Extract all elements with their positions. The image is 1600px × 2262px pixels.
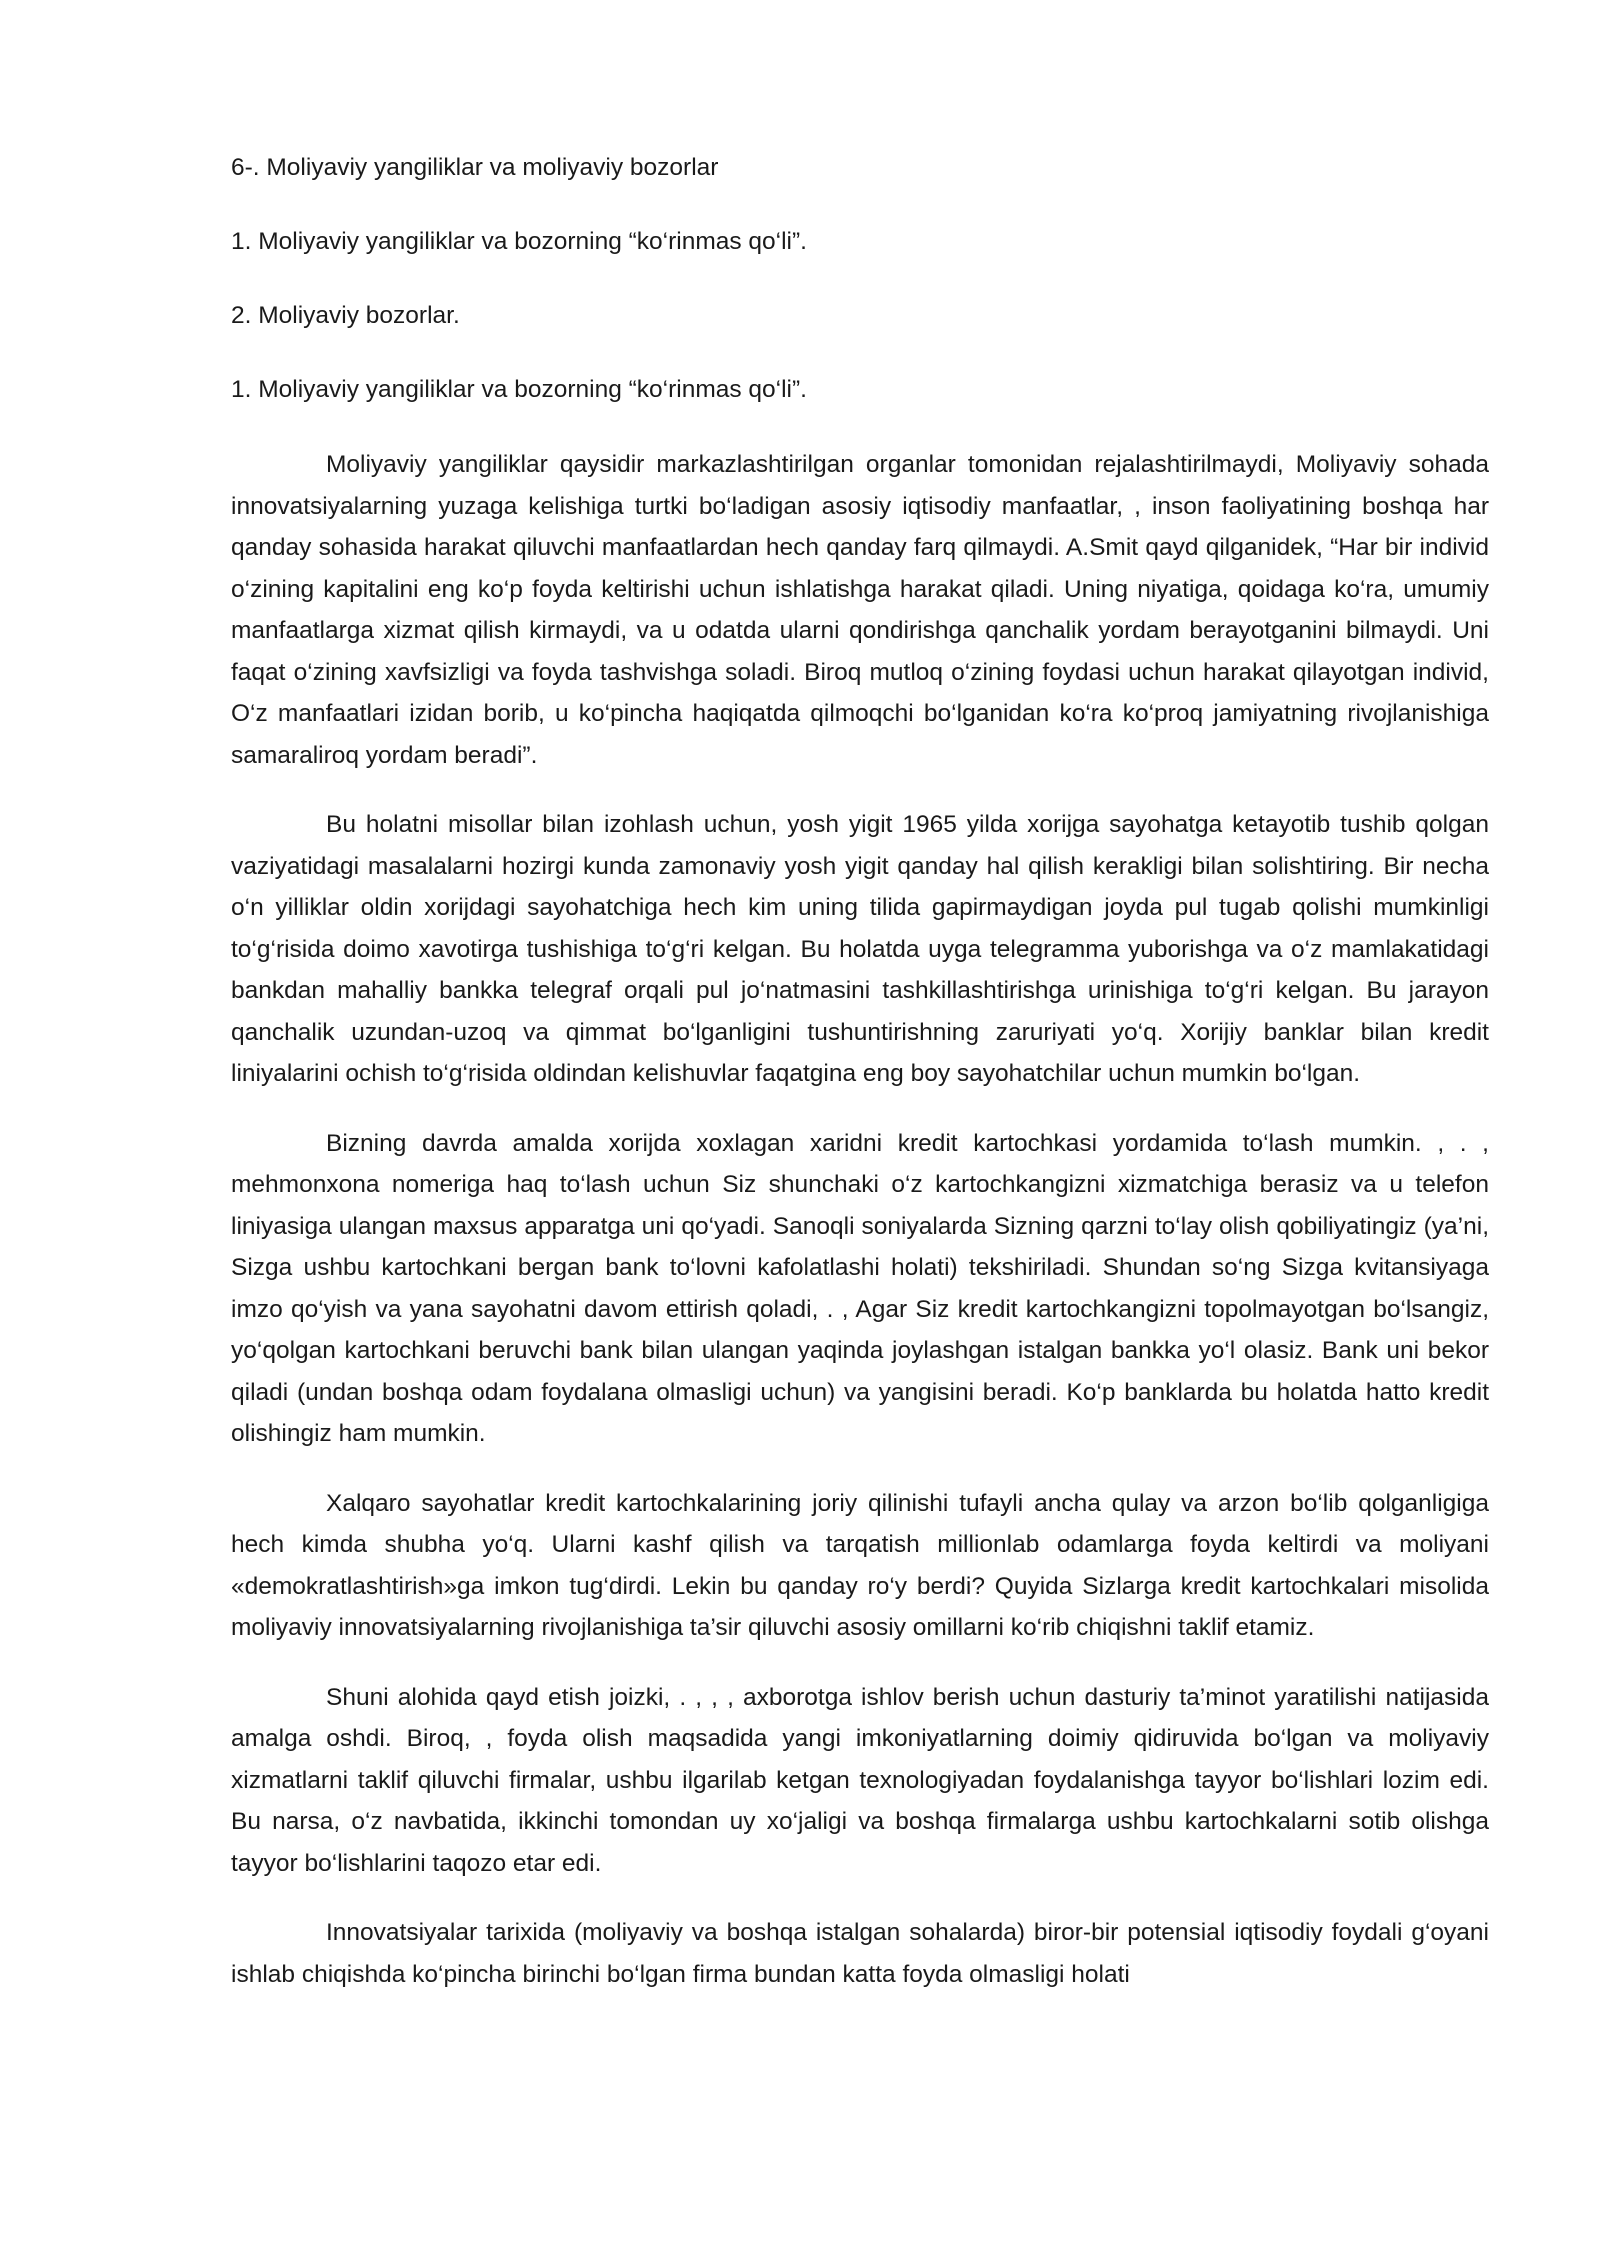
document-title: 6-. Moliyaviy yangiliklar va moliyaviy bozorlar <box>231 154 719 181</box>
paragraph-4: Xalqaro sayohatlar kredit kartochkalarining joriy qilinishi tufayli ancha qulay va arzon bo‘lib qolganligiga hech kimda shubha yo‘q. Ularni kashf qilish va tarqatish millionlab odamlarga foyda keltirdi va moliyani «demokratlashtirish»ga imkon tug‘dirdi. Lekin bu qanday ro‘y berdi? Quyida Sizlarga kredit kartochkalari misolida moliyaviy innovatsiyalarning rivojlanishiga ta’sir qiluvchi asosiy omillarni ko‘rib chiqishni taklif etamiz. <box>231 1489 1489 1641</box>
paragraph-2: Bu holatni misollar bilan izohlash uchun, yosh yigit 1965 yilda xorijga sayohatga ketayotib tushib qolgan vaziyatidagi masalalarni hozirgi kunda zamonaviy yosh yigit qanday hal qilish kerakligi bilan solishtiring. Bir necha o‘n yilliklar oldin xorijdagi sayohatchiga hech kim uning tilida gapirmaydigan joyda pul tugab qolishi mumkinligi to‘g‘risida doimo xavotirga tushishiga to‘g‘ri kelgan. Bu holatda uyga telegramma yuborishga va o‘z mamlakatidagi bankdan mahalliy bankka telegraf orqali pul jo‘natmasini tashkillashtirishga urinishiga to‘g‘ri kelgan. Bu jarayon qanchalik uzundan-uzoq va qimmat bo‘lganligini tushuntirishning zaruriyati yo‘q. Xorijiy banklar bilan kredit liniyalarini ochish to‘g‘risida oldindan kelishuvlar faqatgina eng boy sayohatchilar uchun mumkin bo‘lgan. <box>231 811 1489 1087</box>
paragraph-6: Innovatsiyalar tarixida (moliyaviy va boshqa istalgan sohalarda) biror-bir potensial iqtisodiy foydali g‘oyani ishlab chiqishda ko‘pincha birinchi bo‘lgan firma bundan katta foyda olmasligi holati <box>231 1919 1489 1988</box>
section-heading: 1. Moliyaviy yangiliklar va bozorning “ko‘rinmas qo‘li”. <box>231 376 807 403</box>
paragraph-1: Moliyaviy yangiliklar qaysidir markazlashtirilgan organlar tomonidan rejalashtirilmaydi, Moliyaviy sohada innovatsiyalarning yuzaga kelishiga turtki bo‘ladigan asosiy iqtisodiy manfaatlar, , inson faoliyatining boshqa har qanday sohasida harakat qiluvchi manfaatlardan hech qanday farq qilmaydi. A.Smit qayd qilganidek, “Har bir individ o‘zining kapitalini eng ko‘p foyda keltirishi uchun ishlatishga harakat qiladi. Uning niyatiga, qoidaga ko‘ra, umumiy manfaatlarga xizmat qilish kirmaydi, va u odatda ularni qondirishga qanchalik yordam berayotganini bilmaydi. Uni faqat o‘zining xavfsizligi va foyda tashvishga soladi. Biroq mutloq o‘zining foydasi uchun harakat qilayotgan individ, O‘z manfaatlari izidan borib, u ko‘pincha haqiqatda qilmoqchi bo‘lganidan ko‘ra ko‘proq jamiyatning rivojlanishiga samaraliroq yordam beradi”. <box>231 451 1489 769</box>
outline-item-1: 1. Moliyaviy yangiliklar va bozorning “ko‘rinmas qo‘li”. <box>231 228 807 255</box>
outline-item-2: 2. Moliyaviy bozorlar. <box>231 302 460 329</box>
paragraph-5: Shuni alohida qayd etish joizki, . , , , axborotga ishlov berish uchun dasturiy ta’minot yaratilishi natijasida amalga oshdi. Biroq, , foyda olish maqsadida yangi imkoniyatlarning doimiy qidiruvida bo‘lgan va moliyaviy xizmatlarni taklif qiluvchi firmalar, ushbu ilgarilab ketgan texnologiyadan foydalanishga tayyor bo‘lishlari lozim edi. Bu narsa, o‘z navbatida, ikkinchi tomondan uy xo‘jaligi va boshqa firmalarga ushbu kartochkalarni sotib olishga tayyor bo‘lishlarini taqozo etar edi. <box>231 1683 1489 1877</box>
paragraph-3: Bizning davrda amalda xorijda xoxlagan xaridni kredit kartochkasi yordamida to‘lash mumkin. , . , mehmonxona nomeriga haq to‘lash uchun Siz shunchaki o‘z kartochkangizni xizmatchiga berasiz va u telefon liniyasiga ulangan maxsus apparatga uni qo‘yadi. Sanoqli soniyalarda Sizning qarzni to‘lay olish qobiliyatingiz (ya’ni, Sizga ushbu kartochkani bergan bank to‘lovni kafolatlashi holati) tekshiriladi. Shundan so‘ng Sizga kvitansiyaga imzo qo‘yish va yana sayohatni davom ettirish qoladi, . , Agar Siz kredit kartochkangizni topolmayotgan bo‘lsangiz, yo‘qolgan kartochkani beruvchi bank bilan ulangan yaqinda joylashgan istalgan bankka yo‘l olasiz. Bank uni bekor qiladi (undan boshqa odam foydalana olmasligi uchun) va yangisini beradi. Ko‘p banklarda bu holatda hatto kredit olishingiz ham mumkin. <box>231 1129 1489 1447</box>
document-body <box>231 148 1489 2023</box>
